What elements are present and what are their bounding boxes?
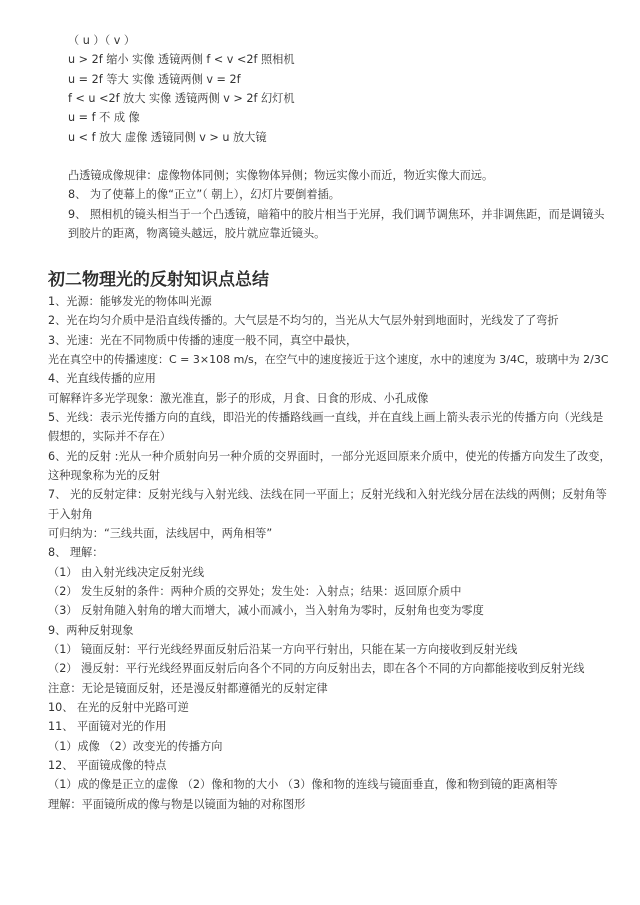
lens-table-row: u < f 放大 虚像 透镜同侧 v > u 放大镜: [68, 131, 267, 144]
list-item: 6、光的反射 :光从一种介质射向另一种介质的交界面时，一部分光返回原来介质中，使光的传播方向发生了改变，: [48, 450, 611, 463]
list-item: 1、光源：能够发光的物体叫光源: [48, 295, 212, 308]
list-item: 3、光速：光在不同物质中传播的速度一般不同，真空中最快，: [48, 334, 358, 347]
list-item: 假想的，实际并不存在）: [48, 430, 172, 443]
list-item: 注意：无论是镜面反射，还是漫反射都遵循光的反射定律: [48, 682, 328, 695]
list-item: （2） 漫反射：平行光线经界面反射后向各个不同的方向反射出去，即在各个不同的方向都能接收到反射光线: [48, 662, 585, 675]
list-item: 9、 照相机的镜头相当于一个凸透镜，暗箱中的胶片相当于光屏，我们调节调焦环，并非调焦距，而是调镜头: [68, 208, 605, 221]
list-item: （3） 反射角随入射角的增大而增大，减小而减小，当入射角为零时，反射角也变为零度: [48, 604, 484, 617]
list-item: （1）成的像是正立的虚像 （2）像和物的大小 （3）像和物的连线与镜面垂直，像和物到镜的距离相等: [48, 778, 558, 791]
list-item: 可解释许多光学现象：激光准直，影子的形成，月食、日食的形成、小孔成像: [48, 392, 429, 405]
list-item: 10、 在光的反射中光路可逆: [48, 701, 189, 714]
lens-table-row: u = f 不 成 像: [68, 111, 140, 124]
list-item: 理解：平面镜所成的像与物是以镜面为轴的对称图形: [48, 798, 306, 811]
lens-table-row: f < u <2f 放大 实像 透镜两侧 v > 2f 幻灯机: [68, 92, 295, 105]
lens-table-header: （ u ）（ v ）: [68, 34, 136, 47]
list-item: （2） 发生反射的条件：两种介质的交界处；发生处：入射点；结果：返回原介质中: [48, 585, 462, 598]
list-item: 11、 平面镜对光的作用: [48, 720, 167, 733]
list-item: 可归纳为：“三线共面，法线居中，两角相等”: [48, 527, 273, 540]
list-item: 4、光直线传播的应用: [48, 372, 156, 385]
list-item: 5、光线：表示光传播方向的直线，即沿光的传播路线画一直线，并在直线上画上箭头表示光的传播方向（光线是: [48, 411, 604, 424]
convex-lens-rule: 凸透镜成像规律：虚像物体同侧；实像物体异侧；物远实像小而近，物近实像大而远。: [68, 169, 494, 182]
list-item: 于入射角: [48, 508, 93, 521]
list-item: 8、 为了使幕上的像“正立”（ 朝上），幻灯片要倒着插。: [68, 188, 340, 201]
list-item: （1） 镜面反射：平行光线经界面反射后沿某一方向平行射出，只能在某一方向接收到反射光线: [48, 643, 518, 656]
list-item: 8、 理解：: [48, 546, 104, 559]
list-item: 9、两种反射现象: [48, 624, 134, 637]
list-item: 7、 光的反射定律：反射光线与入射光线、法线在同一平面上；反射光线和入射光线分居在法线的两侧；反射角等: [48, 488, 607, 501]
list-item-continuation: 到胶片的距离，物离镜头越远，胶片就应靠近镜头。: [68, 227, 326, 240]
lens-table-row: u = 2f 等大 实像 透镜两侧 v = 2f: [68, 73, 241, 86]
list-item: （1） 由入射光线决定反射光线: [48, 566, 205, 579]
list-item: 这种现象称为光的反射: [48, 469, 160, 482]
lens-table-row: u > 2f 缩小 实像 透镜两侧 f < v <2f 照相机: [68, 53, 295, 66]
list-item: 光在真空中的传播速度：C = 3×108 m/s，在空气中的速度接近于这个速度，水中的速度为 3/4C，玻璃中为 2/3C: [48, 353, 609, 366]
list-item: 2、光在均匀介质中是沿直线传播的。大气层是不均匀的，当光从大气层外射到地面时，光线发了了弯折: [48, 314, 559, 327]
list-item: 12、 平面镜成像的特点: [48, 759, 167, 772]
section-title: 初二物理光的反射知识点总结: [48, 270, 269, 290]
list-item: （1）成像 （2）改变光的传播方向: [48, 740, 223, 753]
